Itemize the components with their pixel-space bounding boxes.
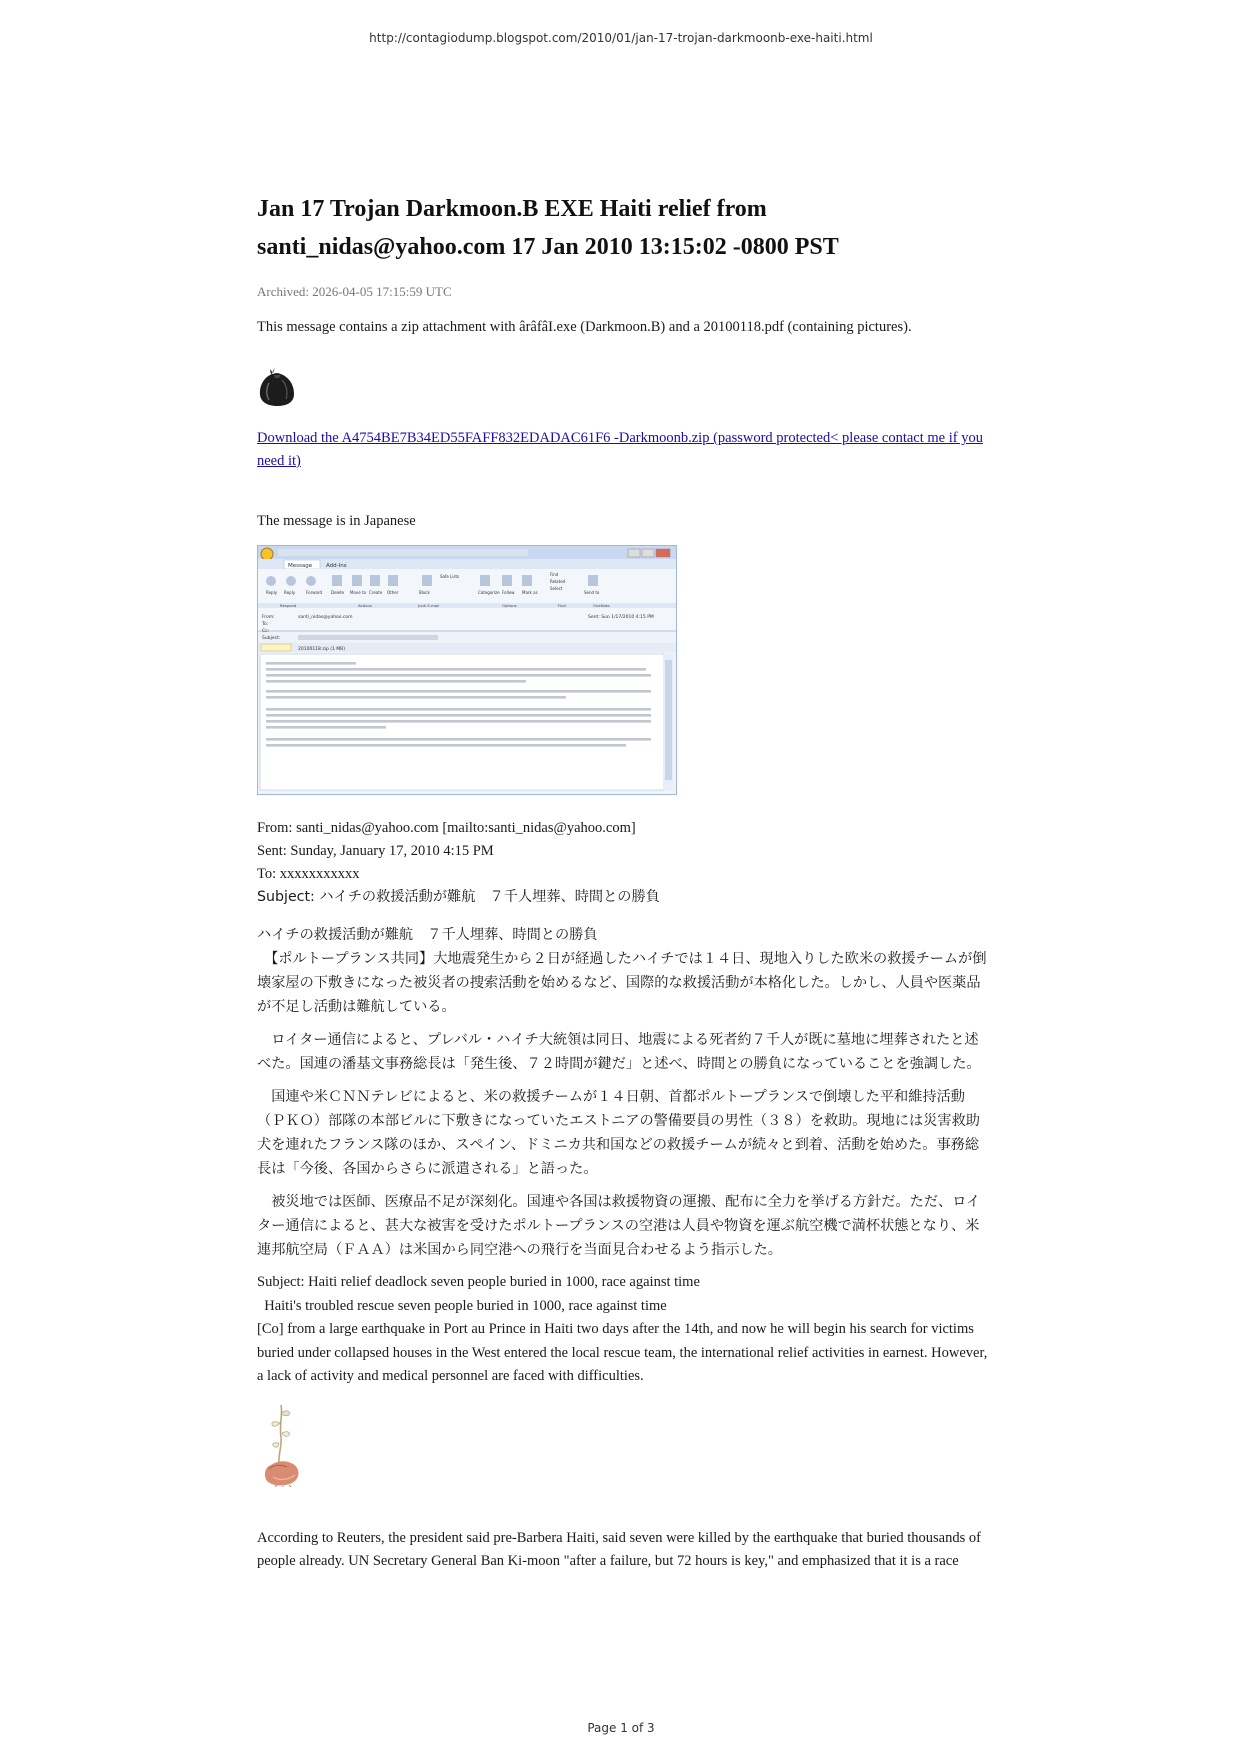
english-subject: Subject: Haiti relief deadlock seven people buried in 1000, race against time (257, 1274, 700, 1290)
svg-text:Mark as: Mark as (522, 590, 538, 595)
message-language-note: The message is in Japanese (257, 513, 416, 529)
svg-text:Related: Related (550, 579, 566, 584)
header-subject: Subject: ハイチの救援活動が難航 ７千人埋葬、時間との勝負 (257, 889, 660, 905)
screenshot-subject-label: Subject: (262, 636, 281, 641)
screenshot-sent: Sent: Sun 1/17/2010 4:15 PM (588, 615, 654, 620)
japanese-lead: 【ポルトープランス共同】大地震発生から２日が経過したハイチでは１４日、現地入りした欧米の救援チームが倒壊家屋の下敷きになった被災者の捜索活動を始めるなど、国際的な救援活動が本格化した。しかし、人員や医薬品が不足し活動は難航している。 (257, 951, 987, 1015)
email-headers (257, 817, 992, 909)
english-paragraph: [Co] from a large earthquake in Port au Prince in Haiti two days after the 14th, and now he will begin his search for victims buried under collapsed houses in the West entered the local rescue team, the international relief activities in earnest. However, a lack of activity and medical personnel are faced with difficulties. (257, 1321, 988, 1384)
svg-text:Categorize: Categorize (478, 590, 500, 595)
post-content (257, 190, 992, 1574)
page-url: http://contagiodump.blogspot.com/2010/01/jan-17-trojan-darkmoonb-exe-haiti.html (369, 31, 873, 45)
english-reuters-paragraph: According to Reuters, the president said pre-Barbera Haiti, said seven were killed by the earthquake that buried thousands of people already. UN Secretary General Ban Ki-moon "after a failure, but 72 hours is key," and emphasized that it is a race (257, 1529, 981, 1569)
svg-text:Send to: Send to (584, 590, 600, 595)
intro-text: This message contains a zip attachment with ârâfâI.exe (Darkmoon.B) and a 20100118.pdf (containing pictures). (257, 319, 912, 335)
post-title-line2: santi_nidas@yahoo.com 17 Jan 2010 13:15:02 -0800 PST (257, 234, 839, 260)
archived-timestamp: Archived: 2026-04-05 17:15:59 UTC (257, 284, 452, 299)
japanese-headline: ハイチの救援活動が難航 ７千人埋葬、時間との勝負 (257, 927, 598, 943)
post-title (257, 190, 992, 266)
header-sent: Sent: Sunday, January 17, 2010 4:15 PM (257, 843, 494, 859)
screenshot-tab-message: Message (288, 563, 313, 569)
screenshot-attachment: 20100118.zip (1 MB) (298, 647, 346, 652)
svg-text:Other: Other (387, 590, 399, 595)
svg-text:Block: Block (419, 590, 430, 595)
svg-text:Reply: Reply (266, 590, 278, 595)
svg-text:Find: Find (550, 572, 559, 577)
header-from: From: santi_nidas@yahoo.com [mailto:santi_nidas@yahoo.com] (257, 820, 636, 836)
japanese-paragraph: 被災地では医師、医療品不足が深刻化。国連や各国は救援物資の運搬、配布に全力を挙げる方針だ。ただ、ロイター通信によると、甚大な被害を受けたポルトープランスの空港は人員や物資を運ぶ航空機で満杯状態となり、米連邦航空局（ＦＡＡ）は米国から同空港への飛行を当面見合わせるよう指示した。 (257, 1194, 981, 1258)
svg-text:Reply: Reply (284, 590, 296, 595)
header-to: To: xxxxxxxxxxx (257, 866, 360, 882)
japanese-paragraph (257, 923, 992, 1019)
svg-text:Respond: Respond (280, 603, 297, 608)
japanese-paragraph: ロイター通信によると、プレバル・ハイチ大統領は同日、地震による死者約７千人が既に墓地に埋葬されたと述べた。国連の潘基文事務総長は「発生後、７２時間が鍵だ」と述べ、時間との勝負になっていることを強調した。 (257, 1032, 981, 1072)
flower-bulb-icon (257, 1403, 307, 1487)
garbage-bag-icon (257, 365, 297, 407)
email-screenshot (257, 545, 677, 795)
svg-text:Move to: Move to (350, 590, 367, 595)
svg-text:Find: Find (558, 603, 566, 608)
svg-text:Options: Options (502, 603, 517, 608)
english-headline: Haiti's troubled rescue seven people buried in 1000, race against time (257, 1297, 667, 1314)
svg-text:Forward: Forward (306, 590, 323, 595)
english-translation (257, 1271, 992, 1389)
screenshot-from-label: From: (262, 615, 275, 620)
screenshot-tab-addins: Add-Ins (326, 563, 347, 569)
page-number: Page 1 of 3 (587, 1721, 655, 1735)
screenshot-cc-label: Cc: (262, 629, 270, 634)
screenshot-to-label: To: (262, 622, 269, 627)
download-link[interactable]: Download the A4754BE7B34ED55FAFF832EDADAC61F6 -Darkmoonb.zip (password protected< please contact me if you need it) (257, 430, 983, 469)
japanese-paragraph: 国連や米ＣＮＮテレビによると、米の救援チームが１４日朝、首都ポルトープランスで倒壊した平和維持活動（ＰＫＯ）部隊の本部ビルに下敷きになっていたエストニアの警備要員の男性（３８）を救助。現地には災害救助犬を連れたフランス隊のほか、スペイン、ドミニカ共和国などの救援チームが続々と到着、活動を始めた。事務総長は「今後、各国からさらに派遣される」と語った。 (257, 1089, 980, 1177)
svg-text:Select: Select (550, 586, 563, 591)
svg-text:Safe Lists: Safe Lists (440, 574, 460, 579)
post-title-line1: Jan 17 Trojan Darkmoon.B EXE Haiti relief from (257, 196, 767, 222)
japanese-body (257, 923, 992, 1262)
svg-text:Create: Create (369, 590, 383, 595)
svg-text:Junk E-mail: Junk E-mail (418, 603, 440, 608)
screenshot-from-value: santi_nidas@yahoo.com (298, 615, 353, 620)
svg-text:Follow: Follow (502, 590, 515, 595)
svg-text:OneNote: OneNote (593, 603, 610, 608)
svg-text:Delete: Delete (331, 590, 345, 595)
svg-text:Actions: Actions (358, 603, 372, 608)
